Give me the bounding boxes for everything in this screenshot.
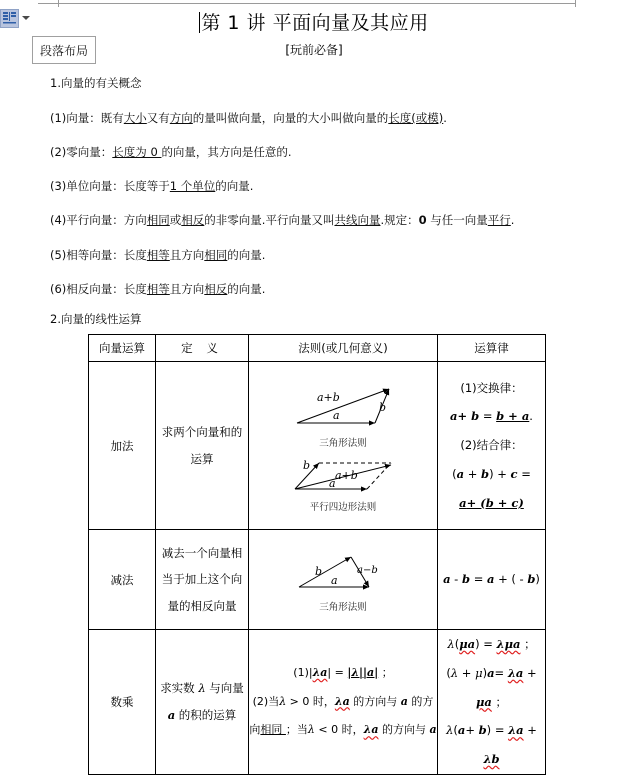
page-margin-tick-right (575, 0, 576, 7)
figure-subtraction-triangle (249, 547, 437, 613)
rule-line: (2)当λ > 0 时，λa 的方向与 a 的方 (252, 694, 434, 708)
concept-run: 或 (169, 213, 182, 227)
figure-parallelogram-rule (249, 451, 437, 513)
concept-run: .规定： (380, 213, 419, 227)
concept-run: 相同 (146, 213, 170, 227)
concept-label: (1)向量： (50, 111, 101, 125)
law-line: a+ (b + c) (459, 495, 524, 510)
cell-operation-scalar: 数乘 (89, 630, 156, 775)
definition-line: 当于加上这个向 (161, 572, 243, 587)
cell-definition-subtraction (156, 530, 249, 630)
cell-definition-addition (156, 362, 249, 530)
concept-run: 1 个单位 (169, 179, 216, 193)
cell-definition-scalar (156, 630, 249, 775)
concept-run: 的量叫做向量，向量的大小叫做向量的 (192, 111, 389, 125)
vector-operations-table (88, 334, 546, 775)
concept-run: 相反 (204, 282, 228, 296)
page-title-text: 第 1 讲 平面向量及其应用 (201, 12, 429, 34)
svg-text:a+b: a+b (335, 468, 358, 482)
concept-item-4 (50, 212, 514, 228)
cell-law-addition (438, 362, 546, 530)
concept-run: 的向量，其方向是任意的. (161, 145, 292, 159)
table-row (89, 362, 546, 530)
concept-run: 相等 (146, 248, 170, 262)
section-heading-2: 2.向量的线性运算 (50, 312, 142, 326)
law-line: (1)交换律： (460, 380, 523, 395)
law-line: a+ b = b + a. (450, 409, 533, 424)
concept-run: 相反 (181, 213, 205, 227)
concept-run: 相同 (204, 248, 228, 262)
cell-rule-scalar (249, 630, 438, 775)
paragraph-layout-tooltip: 段落布局 (32, 36, 96, 64)
concept-run: 共线向量 (334, 213, 381, 227)
cell-law-subtraction (438, 530, 546, 630)
table-row (89, 530, 546, 630)
concept-run: 长度 (388, 111, 412, 125)
concept-run: 大小 (123, 111, 147, 125)
definition-line: 求两个向量和的 (161, 425, 243, 440)
definition-line: a 的积的运算 (167, 707, 237, 722)
concept-run: 方向 (123, 213, 147, 227)
concept-label: (3)单位向量： (50, 179, 124, 193)
col-header-operation: 向量运算 (89, 335, 156, 362)
parallelogram-rule-diagram (279, 451, 407, 499)
svg-text:b: b (379, 400, 387, 414)
concept-run: 相等 (146, 282, 170, 296)
concept-run: 又有 (146, 111, 170, 125)
concept-run: . (443, 111, 447, 125)
law-line: (a + b) + c = (452, 466, 531, 481)
triangle-rule-diagram (279, 379, 407, 435)
svg-text:b: b (303, 458, 311, 472)
svg-text:a: a (333, 408, 340, 422)
concept-run: (或模) (411, 111, 444, 125)
concept-run: 的非零向量.平行向量又叫 (204, 213, 335, 227)
concept-run: 方向 (169, 111, 193, 125)
svg-text:a−b: a−b (357, 564, 378, 576)
law-line: (2)结合律： (460, 438, 523, 453)
law-line: (λ + μ)a= λa + μa ； (446, 665, 537, 709)
concept-run: 且方向 (169, 282, 205, 296)
svg-text:b: b (315, 564, 323, 578)
concept-run: 且方向 (169, 248, 205, 262)
concept-run: 长度 (123, 248, 147, 262)
figure-triangle-rule (249, 379, 437, 449)
table-row (89, 630, 546, 775)
definition-line: 求实数 λ 与向量 (160, 681, 244, 696)
concept-label: (5)相等向量： (50, 248, 124, 262)
cell-operation-addition: 加法 (89, 362, 156, 530)
definition-line: 量的相反向量 (167, 598, 237, 613)
concept-run: 长度为 0 (112, 145, 162, 159)
concept-item-2 (50, 144, 292, 160)
law-line: λ(μa) = λμa ； (447, 637, 536, 651)
col-header-rule: 法则(或几何意义) (249, 335, 438, 362)
svg-text:a: a (331, 573, 338, 587)
concept-run: 长度 (123, 282, 147, 296)
concept-run: 0 (418, 213, 427, 227)
rule-line: (1)|λa| = |λ||a| ； (293, 665, 393, 679)
figure-caption: 平行四边形法则 (309, 501, 377, 513)
section-heading-1: 1.向量的有关概念 (50, 76, 142, 90)
page-margin-guide (38, 3, 575, 4)
concept-run: 长度等于 (123, 179, 170, 193)
svg-text:a: a (329, 476, 336, 490)
cell-rule-subtraction (249, 530, 438, 630)
concept-run: 平行 (487, 213, 511, 227)
concept-run: 的向量. (215, 179, 254, 193)
rule-line: 向相同 ；当λ < 0 时，λa 的方向与 a (249, 723, 437, 737)
figure-caption: 三角形法则 (319, 437, 367, 449)
page-subtitle: [玩前必备] (285, 43, 343, 57)
table-header-row (89, 335, 546, 362)
concept-item-3 (50, 178, 253, 194)
law-line: a - b = a + ( - b) (443, 572, 540, 587)
figure-caption: 三角形法则 (319, 601, 367, 613)
definition-line: 减去一个向量相 (161, 545, 243, 560)
concept-run: 的向量. (227, 248, 266, 262)
concept-run: 的向量. (227, 282, 266, 296)
concept-run: . (510, 213, 515, 227)
concept-run: 既有 (100, 111, 124, 125)
cell-operation-subtraction: 减法 (89, 530, 156, 630)
page-margin-tick-left (58, 0, 59, 7)
concept-item-6 (50, 281, 265, 297)
col-header-law: 运算律 (438, 335, 546, 362)
cell-rule-addition (249, 362, 438, 530)
subtraction-triangle-diagram (283, 547, 403, 599)
concept-label: (4)平行向量： (50, 213, 124, 227)
law-line: λ(a+ b) = λa + λb (446, 723, 537, 766)
concept-run: 与任一向量 (426, 213, 488, 227)
page-title (0, 8, 628, 35)
concept-item-1 (50, 110, 447, 126)
definition-line: 运算 (190, 451, 214, 466)
concept-label: (6)相反向量： (50, 282, 124, 296)
svg-text:a+b: a+b (317, 390, 340, 404)
concept-item-5 (50, 247, 265, 263)
concept-label: (2)零向量： (50, 145, 113, 159)
cell-law-scalar (438, 630, 546, 775)
col-header-definition: 定 义 (156, 335, 249, 362)
